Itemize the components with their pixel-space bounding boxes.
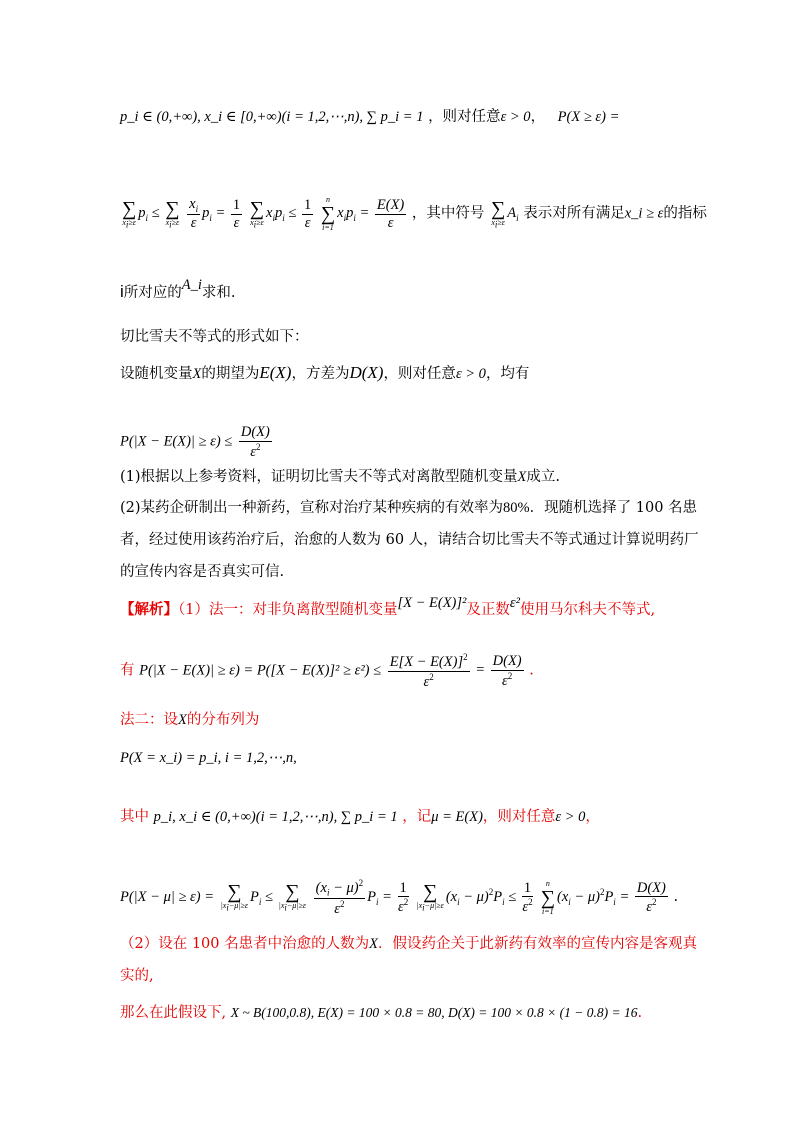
chebyshev-rhs: $\frac{D(X)}{\varepsilon^2}$ [240, 424, 270, 460]
efficacy-rate: 80% [503, 500, 530, 516]
part2-X: X [369, 936, 378, 952]
method2-text: 法二：设 [120, 712, 178, 728]
text-denote: ，记 [402, 809, 432, 825]
period: . [529, 662, 534, 679]
markov-chain-formula: ∑ $x_i\ge\varepsilon$ $p_i$ ≤ ∑ $x_i\ge\varepsilon$ $\frac{x_i}{\varepsilon}$ $p_i$ = $\frac{1}{\varepsilon}$ ∑ $x_i\ge\varepsilon$ $x_ip_i$ ≤ $\frac{1}{\varepsilon}$ n ∑ i=1 $x_ip_i$ = $\frac{E(X)}{\varepsilon}$ [122, 195, 405, 232]
solution-part-2-formula [120, 1006, 642, 1021]
chebyshev-inequality [120, 424, 274, 460]
q2-text-b: ．现随机选择了 100 名患 [529, 500, 698, 516]
m2-chain: ∑ $|x_i-\mu|\ge\varepsilon$ $P_i$ ≤ ∑ $|x_i-\mu|\ge\varepsilon$ $\frac{(x_i - \mu)^2}{\varepsilon^2}$ $P_i$ = $\frac{1}{\varepsilon^2}$ ∑ $|x_i-\mu|\ge\varepsilon$ $(x_i - \mu)^2P_i$ ≤ $\frac{1}{\varepsilon^2}$ n ∑ i=1 $(x_i - \mu)^2P_i$ = $\frac{D(X)}{\varepsilon^2}$ [220, 878, 666, 917]
method-2-derivation [120, 878, 678, 918]
EX: E(X) [259, 363, 292, 382]
DX: D(X) [349, 363, 384, 382]
text-expectation: 的期望为 [201, 366, 260, 382]
question-1 [120, 470, 560, 485]
distribution-formula [120, 751, 297, 766]
distribution-list: P(X = x_i) = p_i, i = 1,2,⋯,n, [120, 750, 297, 766]
question-2-line-2: 者，经过使用该药治疗后，治愈的人数为 60 人，请结合切比雪夫不等式通过计算说明药厂 [120, 532, 699, 548]
text-random-var: 设随机变量 [120, 366, 193, 382]
period-2: . [673, 889, 679, 906]
markov-application: P(|X − E(X)| ≥ ε) = P([X − E(X)]² ≥ ε²) ≤ [139, 662, 382, 679]
text-have: ，均有 [485, 366, 530, 382]
text-variance: ，方差为 [291, 366, 350, 382]
eps-squared: ε² [509, 595, 520, 611]
solution-part-2 [120, 937, 697, 952]
text-denotes: 表示对所有满足 [523, 205, 625, 222]
text-markov: 使用马尔科夫不等式, [519, 602, 656, 618]
sum-symbol-A: ∑ $x_i\ge\varepsilon$ $A_i$ [491, 197, 519, 230]
m2-lhs: P(|X − μ| ≥ ε) = [120, 889, 214, 906]
q2-text: (2)某药企研制出一种新药，宣称对治疗某种疾病的有效率为 [120, 500, 504, 516]
solution-tag: 【解析】 [120, 601, 178, 618]
question-2-line-1 [120, 501, 697, 516]
chebyshev-setup [120, 364, 529, 382]
q1-X: X [517, 469, 527, 485]
formula-line-3 [120, 277, 236, 301]
text-corresponding: 所对应的 [123, 285, 182, 301]
text-under-assumption: 那么在此假设下, [120, 1005, 227, 1021]
q1-end: 成立. [526, 469, 561, 485]
probability-expression: P(X ≥ ε) = [557, 109, 620, 125]
A-i: A_i [181, 277, 202, 293]
eps-pos-2: ε > 0 [555, 809, 586, 825]
text-positive: 及正数 [466, 602, 510, 618]
formula-line-2 [120, 196, 707, 232]
part2-text-b: ．假设药企关于此新药有效率的宣传内容是客观真 [377, 936, 697, 952]
index-i: i [120, 282, 124, 301]
solution-method-2 [120, 713, 259, 728]
solution-part-2-cont: 实的, [120, 968, 154, 984]
conditions-math: p_i, x_i ∈ (0,+∞)(i = 1,2,⋯,n), ∑ p_i = 1 [153, 809, 398, 825]
text-where: 其中 [120, 809, 149, 825]
solution-method-1 [120, 595, 656, 618]
method1-text: （1）法一：对非负离散型随机变量 [178, 602, 398, 618]
question-2-line-3: 的宣传内容是否真实可信. [120, 564, 285, 580]
q1-text: (1)根据以上参考资料，证明切比雪夫不等式对离散型随机变量 [120, 469, 518, 485]
epsilon-positive: ε > 0 [500, 109, 531, 125]
chebyshev-lhs: P(|X − E(X)| ≥ ε) ≤ [120, 433, 233, 450]
text-have: 有 [120, 662, 135, 679]
condition-xi: x_i ≥ ε [624, 205, 664, 222]
markov-fractions: $\frac{E[X - E(X)]^2}{\varepsilon^2}$ = $\frac{D(X)}{\varepsilon^2}$ [389, 652, 522, 690]
comma: ， [530, 109, 546, 125]
part2-text: （2）设在 100 名患者中治愈的人数为 [120, 936, 370, 952]
method-2-conditions [120, 810, 600, 825]
text-index: 的指标 [663, 205, 707, 222]
comma-2: ， [585, 809, 600, 825]
binomial-formula: X ~ B(100,0.8), E(X) = 100 × 0.8 = 80, D(X) = 100 × 0.8 × (1 − 0.8) = 16 [230, 1005, 638, 1020]
m2-X: X [178, 712, 187, 728]
text-any: ，则对任意 [383, 366, 456, 382]
mu-def: μ = E(X) [431, 809, 483, 825]
chebyshev-intro: 切比雪夫不等式的形式如下： [120, 329, 309, 345]
distribution-condition: p_i ∈ (0,+∞), x_i ∈ [0,+∞)(i = 1,2,⋯,n), ∑ p_i = 1 [120, 109, 424, 125]
formula-line-1 [120, 110, 619, 125]
text-any: ，则对任意 [482, 809, 556, 825]
text-sum: 求和. [201, 285, 236, 301]
period-3: . [637, 1005, 643, 1021]
eps-pos: ε > 0 [455, 366, 486, 382]
var-X: X [192, 366, 202, 382]
text-where-symbol: ，其中符号 [411, 205, 485, 222]
text-then-any: ，则对任意 [428, 109, 501, 125]
squared-deviation: [X − E(X)]² [397, 595, 467, 611]
method-1-derivation [120, 652, 534, 690]
method2-dist: 的分布列为 [186, 712, 260, 728]
